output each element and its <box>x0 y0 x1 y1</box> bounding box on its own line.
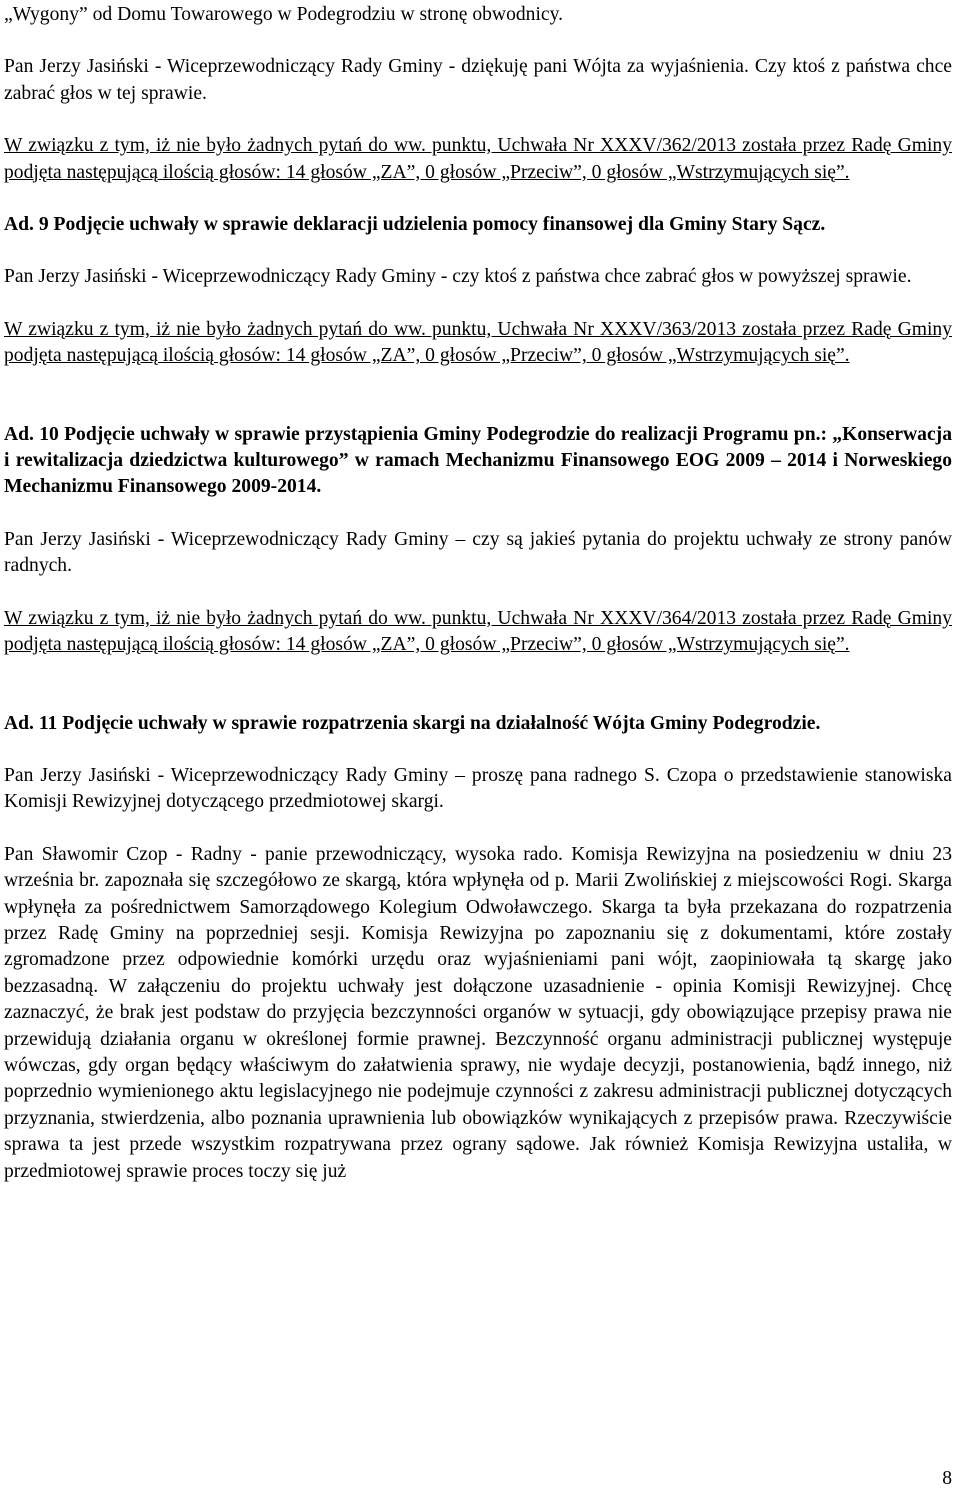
spacer <box>4 580 952 606</box>
spacer <box>4 370 952 422</box>
spacer <box>4 186 952 212</box>
resolution-vote-364: W związku z tym, iż nie było żadnych pytań do ww. punktu, Uchwała Nr XXXV/364/2013 została przez Radę Gminy podjęta następującą ilością głosów: 14 głosów „ZA”, 0 głosów „Przeciw”, 0 głosów „Wstrzymujących się”. <box>4 607 952 656</box>
paragraph-chair-question-9: Pan Jerzy Jasiński - Wiceprzewodniczący Rady Gminy - czy ktoś z państwa chce zabrać głos w powyższej sprawie. <box>4 266 912 288</box>
paragraph-continuation: „Wygony” od Domu Towarowego w Podegrodziu w stronę obwodnicy. <box>4 4 564 25</box>
page-number: 8 <box>942 1468 952 1489</box>
spacer <box>4 659 952 711</box>
resolution-vote-363: W związku z tym, iż nie było żadnych pytań do ww. punktu, Uchwała Nr XXXV/363/2013 została przez Radę Gminy podjęta następującą ilością głosów: 14 głosów „ZA”, 0 głosów „Przeciw”, 0 głosów „Wstrzymujących się”. <box>4 318 952 367</box>
resolution-vote-362: W związku z tym, iż nie było żadnych pytań do ww. punktu, Uchwała Nr XXXV/362/2013 została przez Radę Gminy podjęta następującą ilością głosów: 14 głosów „ZA”, 0 głosów „Przeciw”, 0 głosów „Wstrzymujących się”. <box>4 135 952 183</box>
agenda-heading-ad-10: Ad. 10 Podjęcie uchwały w sprawie przystąpienia Gminy Podegrodzie do realizacji Programu pn.: „Konserwacja i rewitalizacja dziedzictwa kulturowego” w ramach Mechanizmu Finansowego EOG 2009 – 2014 i Norweskiego Mechanizmu Finansowego 2009-2014. <box>4 423 952 498</box>
paragraph-committee-statement: Pan Sławomir Czop - Radny - panie przewodniczący, wysoka rado. Komisja Rewizyjna na posiedzeniu w dniu 23 września br. zapoznała się szczegółowo ze skargą, która wpłynęła od p. Marii Zwolińskiej z miejscowości Rogi. Skarga wpłynęła za pośrednictwem Samorządowego Kolegium Odwoławczego. Skarga ta była przekazana do rozpatrzenia przez Radę Gminy na poprzedniej sesji. Komisja Rewizyjna po zapoznaniu się z dokumentami, które zostały zgromadzone przez odpowiednie komórki urzędu oraz wyjaśnieniami pani wójt, zaopiniowała tą skargę jako bezzasadną. W załączeniu do projektu uchwały jest dołączone uzasadnienie - opinia Komisji Rewizyjnej. Chcę zaznaczyć, że brak jest podstaw do przyjęcia bezczynności organów w sytuacji, gdy obowiązujące przepisy prawa nie przewidują działania organu w określonej formie prawnej. Bezczynność organu administracji publicznej występuje wówczas, gdy organ będący właściwym do załatwienia sprawy, nie wydaje decyzji, postanowienia, bądź innego, niż poprzednio wymienionego aktu legislacyjnego nie podejmuje czynności z zakresu administracji publicznej dotyczących przyznania, stwierdzenia, albo poznania uprawnienia lub obowiązków wynikających z przepisów prawa. Rzeczywiście sprawa ta jest przede wszystkim rozpatrywana przez ograny sądowe. Jak również Komisja Rewizyjna ustaliła, w przedmiotowej sprawie proces toczy się już <box>4 843 952 1182</box>
paragraph-chair-question-10: Pan Jerzy Jasiński - Wiceprzewodniczący Rady Gminy – czy są jakieś pytania do projektu uchwały ze strony panów radnych. <box>4 528 952 577</box>
spacer <box>4 816 952 842</box>
spacer <box>4 501 952 527</box>
spacer <box>4 238 952 264</box>
spacer <box>4 28 952 54</box>
document-page <box>4 0 952 1185</box>
agenda-heading-ad-11: Ad. 11 Podjęcie uchwały w sprawie rozpatrzenia skargi na działalność Wójta Gminy Podegrodzie. <box>4 712 821 734</box>
paragraph-chair-request-11: Pan Jerzy Jasiński - Wiceprzewodniczący Rady Gminy – proszę pana radnego S. Czopa o przedstawienie stanowiska Komisji Rewizyjnej dotyczącego przedmiotowej skargi. <box>4 764 952 813</box>
spacer <box>4 291 952 317</box>
paragraph-chair-thanks: Pan Jerzy Jasiński - Wiceprzewodniczący Rady Gminy - dziękuję pani Wójta za wyjaśnienia. Czy ktoś z państwa chce zabrać głos w tej sprawie. <box>4 56 952 104</box>
agenda-heading-ad-9: Ad. 9 Podjęcie uchwały w sprawie deklaracji udzielenia pomocy finansowej dla Gminy Stary Sącz. <box>4 214 826 236</box>
spacer <box>4 737 952 763</box>
spacer <box>4 107 952 133</box>
